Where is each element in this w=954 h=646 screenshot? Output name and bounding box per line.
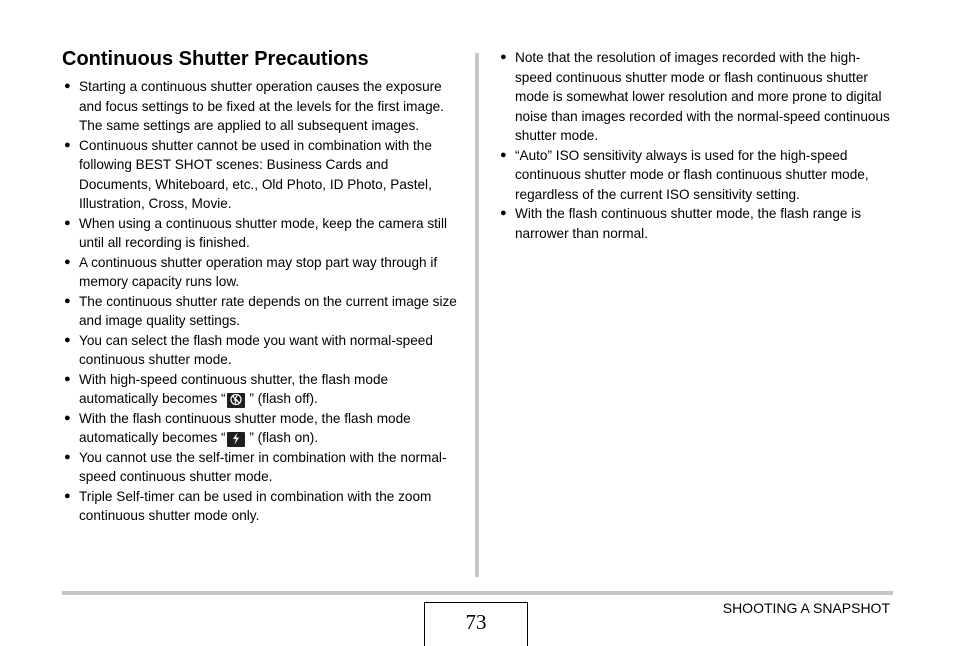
flash-on-icon	[227, 432, 245, 447]
list-item: ● Note that the resolution of images recorded with the high-speed continuous shutter mode or flash continuous shutter mode is somewhat lower resolution and more prone to digital noise than images recorded with the normal-speed continuous shutter mode.	[500, 50, 890, 143]
list-item: ● When using a continuous shutter mode, keep the camera still until all recording is finished.	[64, 215, 447, 250]
footer-divider	[62, 591, 893, 595]
page-number: 73	[424, 602, 528, 646]
left-bullet-list	[62, 77, 462, 526]
column-divider	[475, 53, 479, 577]
section-name: SHOOTING A SNAPSHOT	[722, 600, 890, 616]
flash-off-icon	[227, 393, 245, 408]
list-item: ● With the flash continuous shutter mode, the flash mode automatically becomes “ ” (flash on).	[64, 410, 411, 445]
list-item: ● “Auto” ISO sensitivity always is used for the high-speed continuous shutter mode or flash continuous shutter mode, regardless of the current ISO sensitivity setting.	[500, 147, 869, 202]
page-title: Continuous Shutter Precautions	[62, 48, 369, 70]
list-item: ● A continuous shutter operation may stop part way through if memory capacity runs low.	[64, 254, 438, 289]
right-bullet-list	[498, 48, 896, 243]
list-item: ● Continuous shutter cannot be used in combination with the following BEST SHOT scenes: Business Cards and Documents, Whiteboard, etc., Old Photo, ID Photo, Pastel, Illustration, Cross, Movie.	[64, 137, 432, 211]
list-item: ● Triple Self-timer can be used in combination with the zoom continuous shutter mode only.	[64, 488, 432, 523]
list-item: ● The continuous shutter rate depends on the current image size and image quality settings.	[64, 293, 457, 328]
list-item: ● You can select the flash mode you want with normal-speed continuous shutter mode.	[64, 332, 433, 367]
list-item: ● You cannot use the self-timer in combination with the normal-speed continuous shutter mode.	[64, 449, 447, 484]
list-item: ● With high-speed continuous shutter, the flash mode automatically becomes “ ” (flash off).	[64, 371, 389, 406]
list-item: ● With the flash continuous shutter mode, the flash range is narrower than normal.	[500, 206, 862, 241]
list-item: ● Starting a continuous shutter operation causes the exposure and focus settings to be fixed at the levels for the first image. The same settings are applied to all subsequent images.	[64, 79, 444, 133]
